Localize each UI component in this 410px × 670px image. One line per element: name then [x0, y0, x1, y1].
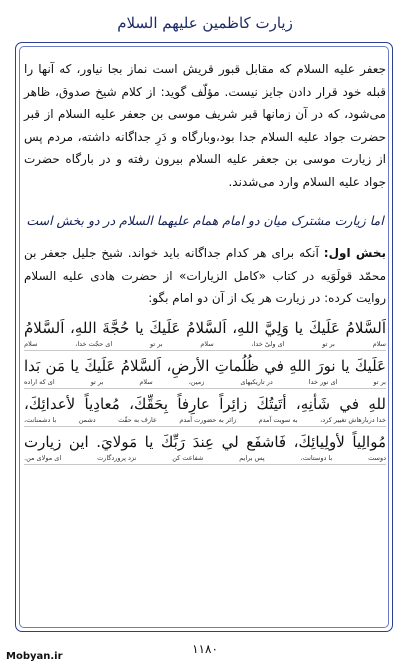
translation-word: دوست	[368, 453, 386, 462]
zyarat-line-2	[24, 354, 386, 389]
translation-word: زمین،	[188, 377, 205, 386]
translation-word: ای حجّت خدا،	[75, 339, 113, 348]
section-text: آنكه براى هر كدام جداگانه بايد خواند. شيخ جليل جعفر بن محمّد قولَوَيه در كتاب «كامل الزيارات» از حضرت هادى عليه السلام روايت كرده: در زيارت هر يک از آن دو امام بگو:	[24, 246, 386, 305]
site-watermark[interactable]: Mobyan.ir	[6, 651, 63, 662]
translation-word: با دوستانت،	[300, 453, 333, 462]
zyarat-line-3	[24, 392, 386, 427]
arabic-line: مُوالِياً لأولِيائِكَ، فَاشفَع لي عِندَ رَبِّكَ يا مَولايَ. این زيارت	[24, 432, 386, 451]
translation-word: سلام	[139, 377, 153, 386]
zyarat-line-1	[24, 316, 386, 351]
translation-word: نزد پروردگارت	[97, 453, 137, 462]
translation-word: سلام	[200, 339, 214, 348]
translation-line	[24, 416, 386, 427]
section-label: بخش اول:	[323, 246, 386, 260]
translation-line	[24, 454, 386, 465]
translation-word: دشمن	[78, 415, 96, 424]
arabic-line: اَلسَّلامُ عَلَيكَ يا وَلِيَّ اللهِ، اَلسَّلامُ عَلَيكَ يا حُجَّةَ اللهِ، اَلسَّلامُ	[24, 318, 386, 337]
translation-word: خدا دربارهاش تغییر کرد،	[320, 415, 386, 424]
translation-word: بر تو	[322, 339, 335, 348]
page-content	[24, 58, 386, 468]
translation-word: سلام	[372, 339, 386, 348]
translation-word: بر تو	[90, 377, 104, 386]
translation-word: ای نور خدا	[308, 377, 338, 386]
translation-word: به سویت آمدم	[258, 415, 298, 424]
running-header: زیارت کاظمین عليهم السلام	[117, 14, 293, 32]
translation-word: ای که اراده	[24, 377, 55, 386]
translation-word: در تاریکیهای	[240, 377, 273, 386]
translation-word: زائر به حضورت آمدم	[179, 415, 237, 424]
translation-word: عارف به حقّت	[118, 415, 157, 424]
translation-word: بر تو	[373, 377, 386, 386]
page-number: ۱۱۸۰	[192, 642, 218, 656]
translation-word: پس برایم	[239, 453, 265, 462]
zyarat-text	[24, 316, 386, 465]
translation-word: شفاعت کن	[172, 453, 204, 462]
body-paragraph-1: جعفر عليه السلام كه مقابل قبور قريش است نماز بجا نياور، كه آنها را قبله خود قرار دادن جایز نيست. مؤلّف گوید: از كلام شیخ صدوق، ظاهر می‌شود، كه در آن زمانها قبر شريف موسى بن جعفر عليه السلام از قبر حضرت جواد عليه السلام جدا بود،وبارگاه و دَرِ جداگانه داشته، مردم پس از زيارت موسى بن جعفر عليه السلام بيرون رفته و در بارگاه حضرت جواد عليه السلام وارد می‌شدند.	[24, 62, 386, 189]
zyarat-line-4	[24, 430, 386, 465]
translation-word: ای ولیّ خدا،	[251, 339, 285, 348]
translation-line	[24, 378, 386, 389]
translation-word: سلام	[24, 339, 38, 348]
translation-word: ای مولای من.	[24, 453, 62, 462]
translation-word: با دشمنانت،	[24, 415, 57, 424]
translation-word: بر تو	[149, 339, 163, 348]
body-paragraph-2	[24, 242, 386, 310]
translation-line	[24, 340, 386, 351]
arabic-line: عَلَيكَ يا نورَ اللهِ في ظُلُماتِ الأرضِ، اَلسَّلامُ عَلَيكَ يا مَن بَدا	[24, 356, 386, 375]
arabic-line: للهِ في شَأنِهِ، أتَيتُكَ زائِراً عارِفاً بِحَقِّكَ، مُعادِياً لأعدائِكَ،	[24, 394, 386, 413]
section-heading: اما زیارت مشترک میان دو امام همام علیهما السلام در دو بخش است	[26, 213, 384, 228]
